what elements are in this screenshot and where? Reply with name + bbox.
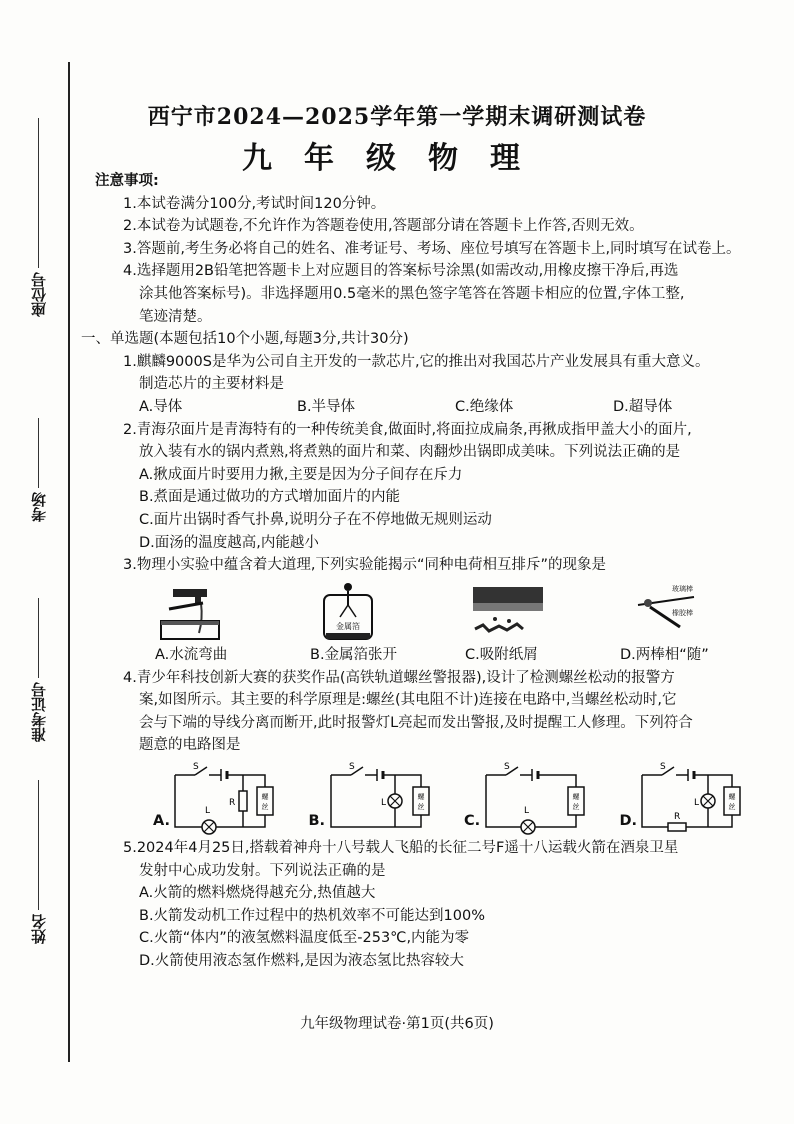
circuit-b	[309, 761, 465, 837]
q4-stem: 会与下端的导线分离而断开,此时报警灯L亮起而发出警报,及时提醒工人修理。下列符合	[139, 714, 693, 731]
q4-circuits	[95, 761, 775, 837]
note-item: 4.选择题用2B铅笔把答题卡上对应题目的答案标号涂黑(如需改动,用橡皮擦干净后,再选	[123, 263, 679, 280]
name-field	[18, 780, 58, 944]
q4-stem: 案,如图所示。其主要的科学原理是:螺丝(其电阻不计)连接在电路中,当螺丝松动时,它	[139, 692, 677, 709]
q5-stem: 5.2024年4月25日,搭载着神舟十八号载人飞船的长征二号F遥十八运载火箭在酒泉卫星	[123, 840, 679, 857]
comb-paper-figure	[465, 581, 555, 643]
q5-option-b: B.火箭发动机工作过程中的热机效率不可能达到100%	[139, 907, 486, 924]
q3-figure-b	[310, 581, 465, 667]
circuit-a-label: A.	[153, 813, 170, 830]
note-item: 1.本试卷满分100分,考试时间120分钟。	[123, 195, 386, 212]
circuit-c-diagram	[482, 761, 594, 835]
q1-stem: 1.麒麟9000S是华为公司自主开发的一款芯片,它的推出对我国芯片产业发展具有重大意义。	[123, 353, 710, 370]
lamp-symbol: L	[693, 798, 699, 809]
circuit-c	[464, 761, 620, 837]
note-item: 涂其他答案标号)。非选择题用0.5毫米的黑色签字笔答在答题卡相应的位置,字体工整,	[139, 285, 685, 302]
water-stream-figure	[155, 581, 245, 643]
q5-stem: 发射中心成功发射。下列说法正确的是	[139, 862, 386, 879]
q3-option-a: A.水流弯曲	[155, 646, 228, 663]
switch-symbol: S	[193, 762, 199, 773]
note-item: 3.答题前,考生务必将自己的姓名、准考证号、考场、座位号填写在答题卡上,同时填写在试卷上。	[123, 240, 741, 257]
subject-title: 九年级物理	[242, 141, 552, 176]
page-footer: 九年级物理试卷·第1页(共6页)	[300, 1016, 494, 1032]
screw-symbol: 螺	[572, 793, 580, 802]
lamp-symbol: L	[524, 806, 530, 817]
q3-figure-d	[620, 581, 775, 667]
circuit-d	[620, 761, 776, 837]
exam-content	[81, 170, 775, 973]
note-item: 2.本试卷为试题卷,不允许作为答题卷使用,答题部分请在答题卡上作答,否则无效。	[123, 218, 644, 235]
q2-option-a: A.揪成面片时要用力揪,主要是因为分子间存在斥力	[139, 466, 463, 483]
q2-option-c: C.面片出锅时香气扑鼻,说明分子在不停地做无规则运动	[139, 511, 492, 528]
switch-symbol: S	[504, 762, 510, 773]
electroscope-figure	[310, 581, 400, 643]
q1-option-d: D.超导体	[613, 398, 673, 415]
q3-option-b: B.金属箔张开	[310, 646, 398, 663]
q1-stem: 制造芯片的主要材料是	[139, 376, 284, 393]
foil-label: 金属箔	[336, 621, 360, 631]
q3-stem: 3.物理小实验中蕴含着大道理,下列实验能揭示“同种电荷相互排斥”的现象是	[123, 557, 606, 574]
screw-symbol: 丝	[572, 803, 580, 812]
name-rule	[38, 780, 39, 910]
screw-symbol: 丝	[728, 803, 735, 812]
circuit-b-label: B.	[308, 813, 326, 830]
admission-number-label: 准考证号	[29, 682, 48, 742]
circuit-d-label: D.	[619, 813, 638, 830]
q2-option-b: B.煮面是通过做功的方式增加面片的内能	[139, 489, 401, 506]
admission-field	[18, 598, 58, 742]
rubber-rod-label: 橡胶棒	[672, 608, 693, 617]
screw-symbol: 螺	[261, 793, 269, 802]
screw-symbol: 丝	[261, 803, 269, 812]
q2-option-d: D.面汤的温度越高,内能越小	[139, 534, 319, 551]
q1-option-b: B.半导体	[297, 398, 356, 415]
q1-options	[95, 396, 775, 419]
note-item: 笔迹清楚。	[139, 308, 212, 325]
lamp-symbol: L	[205, 806, 211, 817]
q3-figure-c	[465, 581, 620, 667]
circuit-c-label: C.	[464, 813, 481, 830]
q1-option-c: C.绝缘体	[455, 398, 514, 415]
screw-symbol: 螺	[728, 793, 735, 802]
q2-stem: 2.青海尕面片是青海特有的一种传统美食,做面时,将面拉成扁条,再揪成指甲盖大小的面片,	[123, 421, 692, 438]
q3-option-c: C.吸附纸屑	[465, 646, 538, 663]
q5-option-d: D.火箭使用液态氢作燃料,是因为液态氢比热容较大	[139, 953, 464, 970]
circuit-b-diagram	[327, 761, 439, 835]
name-label: 姓名	[29, 914, 48, 944]
circuit-a	[153, 761, 309, 837]
lamp-symbol: L	[380, 798, 386, 809]
resistor-symbol: R	[229, 798, 236, 809]
exam-room-label: 考场	[29, 492, 48, 522]
glass-rod-label: 玻璃棒	[672, 584, 693, 593]
circuit-d-diagram	[638, 761, 750, 835]
resistor-symbol: R	[673, 812, 680, 823]
q5-option-c: C.火箭“体内”的液氢燃料温度低至-253℃,内能为零	[139, 930, 470, 947]
q2-stem: 放入装有水的锅内煮熟,将煮熟的面片和菜、肉翻炒出锅即成美味。下列说法正确的是	[139, 444, 681, 461]
switch-symbol: S	[659, 762, 666, 773]
screw-symbol: 螺	[417, 793, 424, 802]
admission-rule	[38, 598, 39, 678]
notes-heading: 注意事项:	[95, 173, 159, 189]
seat-number-label: 座位号	[29, 272, 48, 317]
q4-stem: 4.青少年科技创新大赛的获奖作品(高铁轨道螺丝警报器),设计了检测螺丝松动的报警方	[123, 669, 675, 686]
binding-line	[68, 62, 70, 1062]
screw-symbol: 丝	[417, 803, 424, 812]
section-heading: 一、单选题(本题包括10个小题,每题3分,共计30分)	[81, 331, 409, 348]
q4-stem: 题意的电路图是	[139, 737, 241, 754]
switch-symbol: S	[348, 762, 355, 773]
q3-figure-a	[155, 581, 310, 667]
exam-room-field	[18, 418, 58, 522]
circuit-a-diagram	[171, 761, 283, 835]
q3-figures	[95, 581, 775, 667]
exam-title: 西宁市2024—2025学年第一学期末调研测试卷	[147, 104, 647, 130]
q1-option-a: A.导体	[139, 398, 183, 415]
room-rule	[38, 418, 39, 488]
q3-option-d: D.两棒相“随”	[620, 646, 709, 663]
q5-option-a: A.火箭的燃料燃烧得越充分,热值越大	[139, 885, 376, 902]
two-rods-figure	[620, 581, 710, 643]
